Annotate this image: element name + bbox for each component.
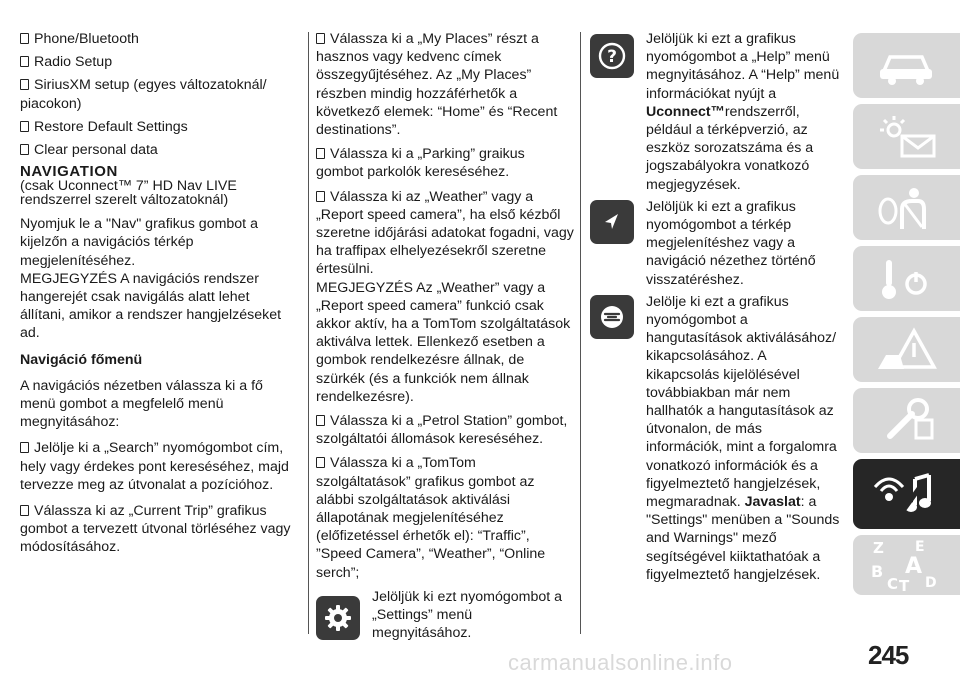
map-row [590,198,840,289]
bullet-square-icon [20,121,29,132]
list-item: Válassza ki a „TomTom szolgáltatások” grafikus gombot az alábbi szolgáltatások aktiválási állapotának megjelenítéséhez (előfizetéssel érhetők el): “Traffic”, ”Speed Camera”, “Weather”, “Online serch”; [316,455,546,581]
index-letter: A [904,554,922,579]
list-item: Válassza ki a „My Places” részt a hasznos vagy kedvenc címek összegyűjtéséhez. Az „My Places” részben mindig hozzáférhetők a következő elemek: “Home” és “Recent destinations”. [316,31,558,139]
list-item: Válassza ki az „Current Trip” grafikus gombot a tervezett útvonal törléséhez vagy módosításához. [20,503,291,556]
list-item: Válassza ki a „Parking” graikus gombot parkolók kereséséhez. [316,146,525,181]
bullet-square-icon [316,33,325,44]
tab-maintenance[interactable] [853,388,960,453]
bullet-square-icon [20,33,29,44]
settings-description: Jelöljük ki ezt nyomógombot a „Settings” menü megnyitásához. [372,588,563,642]
voice-mute-icon [590,295,634,339]
bullet-square-icon [316,191,325,202]
bullet-square-icon [20,505,29,516]
tab-index[interactable] [853,535,960,595]
voice-mute-description: Jelölje ki ezt a grafikus nyomógombot a hangutasítások aktiválásához/ kikapcsolásához. A kikapcsolás kijelölésével továbbiakban már nem hallhatók a hangutasítások az útvonalon, de más információk, mint a forgalomra vonatkozó információk és a figyelmeztető hangjelzések, megmaradnak. Javaslat: a "Settings" menüben a "Sounds and Warnings" mező segítségével kiiktathatóak a figyelmeztető hangjelzések. [646,293,840,583]
index-letter: Z [872,539,884,557]
note-paragraph: MEGJEGYZÉS A navigációs rendszer hangerejét csak navigálás alatt lehet állítani, amikor a rendszer hangjelzéseket ad. [20,270,282,342]
section-subtitle: (csak Uconnect™ 7” HD Nav LIVE rendszerrel szerelt változatoknál) [20,178,237,209]
subheading: Navigáció főmenü [20,351,143,368]
list-item: Phone/Bluetooth [20,30,298,48]
tab-multimedia[interactable] [853,459,960,529]
bullet-square-icon [20,442,29,453]
index-letters-icon [867,537,947,593]
map-description: Jelöljük ki ezt a grafikus nyomógombot a térkép megjelenítéshez vagy a navigáció nézethez történő visszatéréshez. [646,198,816,288]
column-divider [580,32,581,634]
section-heading: NAVIGATION [20,163,118,181]
tab-warning-lights[interactable] [853,104,960,169]
bullet-square-icon [20,79,29,90]
bullet-square-icon [316,415,325,426]
column-1 [20,30,298,562]
list-item: Válassza ki az „Weather” vagy a „Report speed camera”, ha első kézből szeretne időjárási adatokat fogadni, vagy ha traffipax elhelyezésekről szeretne értesülni. [316,188,574,278]
column-3 [590,30,840,584]
paragraph: A navigációs nézetben válassza ki a fő menü gombot a megfelelő menü megnyitásához: [20,377,263,431]
index-letter: D [924,575,937,591]
column-divider [308,32,309,634]
voice-mute-row [590,293,840,584]
seatbelt-airbag-icon [872,183,942,233]
wrench-icon [872,396,942,446]
bullet-square-icon [316,148,325,159]
help-description: Jelöljük ki ezt a grafikus nyomógombot a „Help” menü megnyitásához. A “Help” menü információkat nyújt a Uconnect™rendszerről, például a térképverzió, az eszköz sorozatszáma és a jogszabályokra vonatkozó megjegyzések. [646,31,840,193]
list-item: Restore Default Settings [20,118,298,136]
tab-key-start[interactable] [853,246,960,311]
settings-gear-icon [316,596,360,640]
warning-lights-icon [872,112,942,162]
index-letter: E [914,539,925,555]
paragraph: Nyomjuk le a "Nav" grafikus gombot a kijelzőn a navigációs térkép megjelenítéséhez. [20,216,258,269]
tab-seatbelt-airbag[interactable] [853,175,960,240]
bullet-square-icon [316,457,325,468]
list-item: Jelölje ki a „Search” nyomógombot cím, hely vagy érdekes pont kereséséhez, majd tervezze meg az útvonalat a pozícióhoz. [20,440,289,493]
list-item: Válassza ki a „Petrol Station” gombot, szolgáltatói állomások kereséséhez. [316,413,568,448]
tab-car[interactable] [853,33,960,98]
multimedia-icon [867,467,947,522]
key-start-icon [872,254,942,304]
list-item: SiriusXM setup (egyes változatoknál/ piacokon) [20,77,267,112]
index-letter: T [898,577,909,593]
tab-roadside-emergency[interactable] [853,317,960,382]
map-arrow-icon [590,200,634,244]
note-paragraph: MEGJEGYZÉS Az „Weather” vagy a „Report speed camera” funkció csak akkor aktív, ha a TomTom szolgáltatások aktiválva lettek. Ellenkező esetben a gombok rendelkezésre állnak, de szürkék (és a funkciók nem állnak rendelkezésre). [316,279,571,405]
list-item: Radio Setup [20,53,298,71]
car-icon [872,43,942,88]
page-number: 245 [868,640,909,670]
list-item: Clear personal data [20,141,298,159]
column-2 [316,30,574,643]
chapter-tabs [853,33,960,601]
settings-row [316,588,574,643]
help-row [590,30,840,194]
index-letter: B [870,562,883,581]
help-question-icon [590,34,634,78]
roadside-warning-icon [872,325,942,375]
index-letter: C [886,575,898,593]
bullet-square-icon [20,144,29,155]
bullet-square-icon [20,56,29,67]
svg-text:?: ? [607,47,617,67]
watermark: carmanualsonline.info [508,650,733,675]
